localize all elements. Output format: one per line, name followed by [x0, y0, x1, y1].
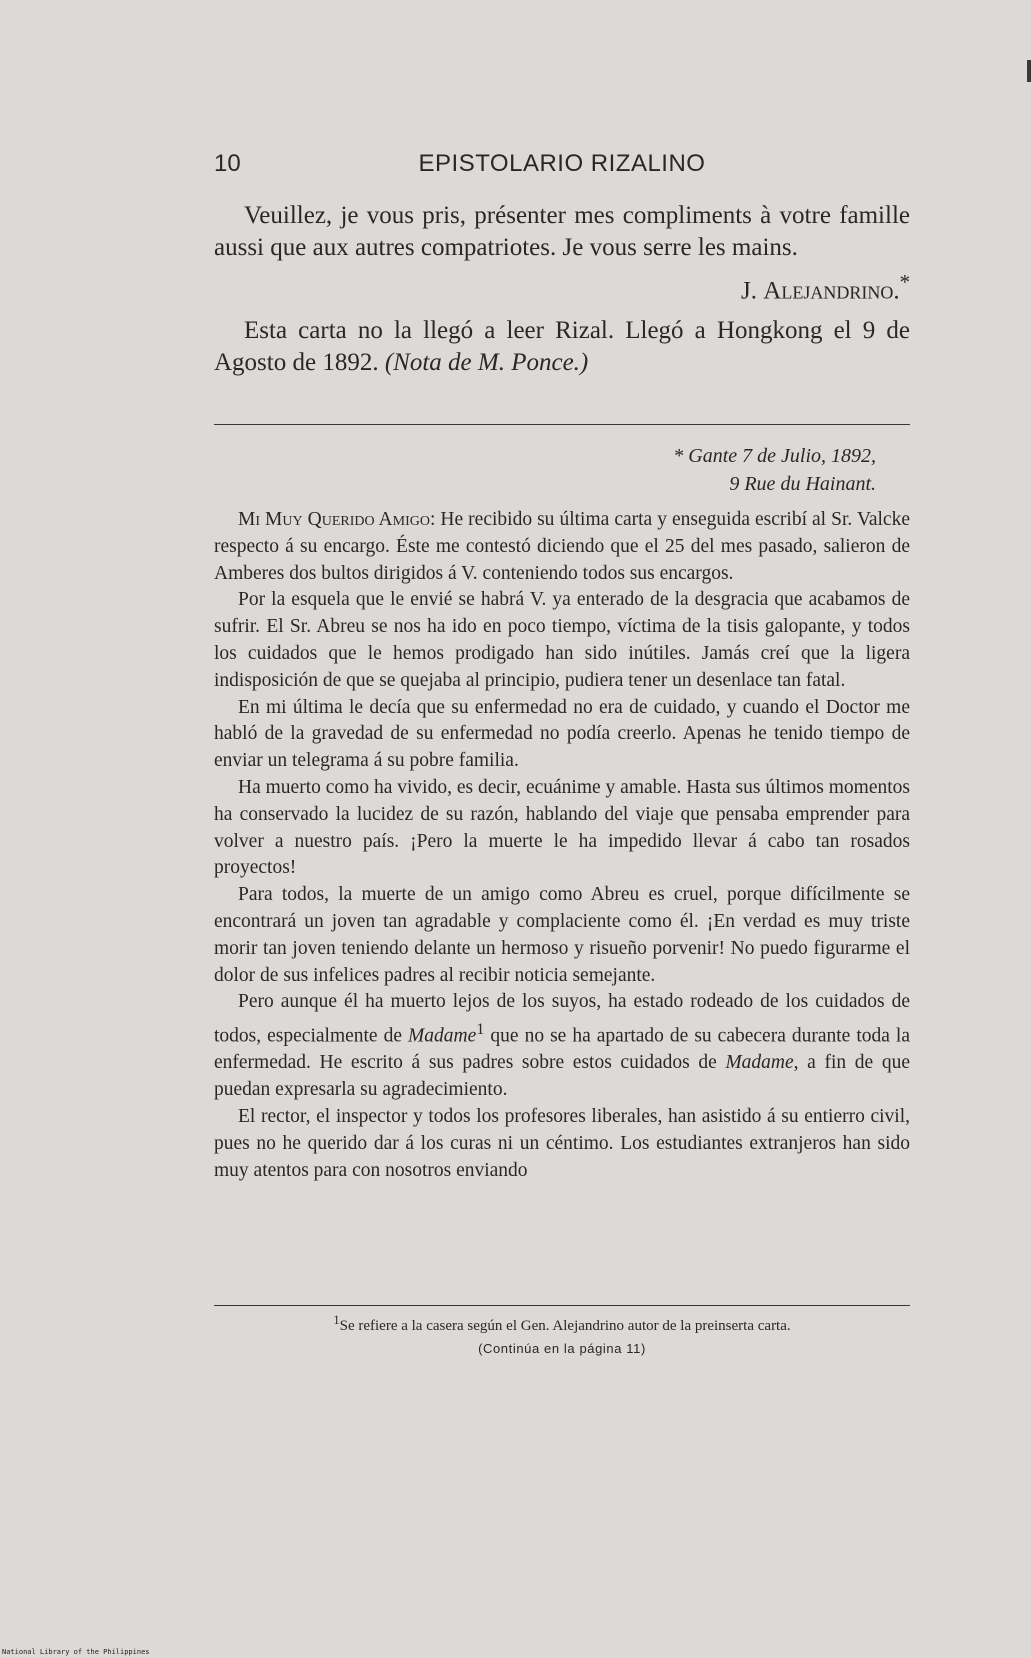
dateline-place-date: * Gante 7 de Julio, 1892, [673, 445, 876, 467]
body-paragraph-4: Ha muerto como ha vivido, es decir, ecuánime y amable. Hasta sus últimos momentos ha conservado la lucidez de su razón, hablando del viaje que pensaba emprender para volver a nuestro país. ¡Pero la muerte le ha impedido llevar á cabo tan rosados proyectos! [214, 776, 910, 879]
footnote [214, 1313, 910, 1335]
footnote-divider [214, 1305, 910, 1306]
body-paragraph-6-a: Pero aunque él ha muerto lejos de los suyos, ha estado rodeado de los cuidados de todos, especialmente de [214, 991, 910, 1047]
signature [214, 266, 910, 307]
page-number: 10 [214, 150, 241, 177]
continuation-note: (Continúa en la página 11) [478, 1341, 646, 1356]
salutation: Mi Muy Querido Amigo: [238, 509, 436, 530]
letter-paragraph: Veuillez, je vous pris, présenter mes compliments à votre famille aussi que aux autres compatriotes. Je vous serre les mains. [214, 202, 910, 261]
page-edge-mark [1027, 60, 1031, 82]
body-paragraph-1-text: He recibido su última carta y enseguida escribí al Sr. Valcke respecto á su encargo. Éste me contestó diciendo que el 25 del mes pasado, salieron de Amberes dos bultos dirigidos á V. conteniendo todos sus encargos. [214, 509, 910, 584]
body-paragraph-6-b: que no se ha apartado de su cabecera durante toda la enfermedad. He escrito á sus padres sobre estos cuidados de [214, 1025, 911, 1074]
dateline-address: 9 Rue du Hainant. [729, 473, 876, 495]
section-divider [214, 424, 910, 425]
running-title: EPISTOLARIO RIZALINO [418, 150, 706, 177]
body-paragraph-6-c: , a fin de que puedan expresarla su agradecimiento. [214, 1052, 910, 1101]
page-header [214, 150, 910, 180]
editor-note-credit: (Nota de M. Ponce.) [384, 349, 589, 377]
footnote-mark: 1 [333, 1313, 340, 1327]
signature-name: Alejandrino. [763, 277, 900, 305]
dateline [214, 442, 876, 498]
signature-initial: J. [741, 277, 764, 305]
footnote-ref: 1 [476, 1020, 485, 1039]
body-paragraph-2: Por la esquela que le envié se habrá V. ya enterado de la desgracia que acabamos de sufrir. El Sr. Abreu se nos ha ido en poco tiempo, víctima de la tisis galopante, y todos los cuidados que le hemos prodigado han sido inútiles. Jamás creí que la ligera indisposición de que se quejaba al principio, pudiera tener un desenlace tan fatal. [214, 589, 910, 691]
body-paragraph-7: El rector, el inspector y todos los profesores liberales, han asistido á su entierro civil, pues no he querido dar á los curas ni un céntimo. Los estudiantes extranjeros han sido muy atentos para con nosotros enviando [214, 1106, 910, 1181]
body-paragraph-6 [214, 989, 910, 1104]
footnote-text: Se refiere a la casera según el Gen. Alejandrino autor de la preinserta carta. [339, 1318, 791, 1334]
editor-note-text: Esta carta no la llegó a leer Rizal. Llegó a Hongkong el 9 de Agosto de 1892. [214, 317, 910, 377]
madame-italic-2: Madame [725, 1052, 794, 1074]
body-paragraph-1 [214, 507, 910, 587]
madame-italic: Madame [408, 1025, 477, 1047]
library-credit: National Library of the Philippines [2, 1648, 150, 1656]
body-paragraph-3: En mi última le decía que su enfermedad no era de cuidado, y cuando el Doctor me habló de la gravedad de su enfermedad no podía creerlo. Apenas he tenido tiempo de enviar un telegrama á su pobre familia. [214, 696, 910, 772]
editor-note [214, 315, 910, 379]
body-paragraph-5: Para todos, la muerte de un amigo como Abreu es cruel, porque difícilmente se encontrará un joven tan agradable y complaciente como él. ¡En verdad es muy triste morir tan joven teniendo delante un hermoso y risueño porvenir! No puedo figurarme el dolor de sus infelices padres al recibir noticia semejante. [214, 884, 910, 986]
footnote-letter-body [214, 507, 910, 1184]
letter-closing [214, 200, 910, 379]
signature-mark: * [899, 270, 910, 294]
